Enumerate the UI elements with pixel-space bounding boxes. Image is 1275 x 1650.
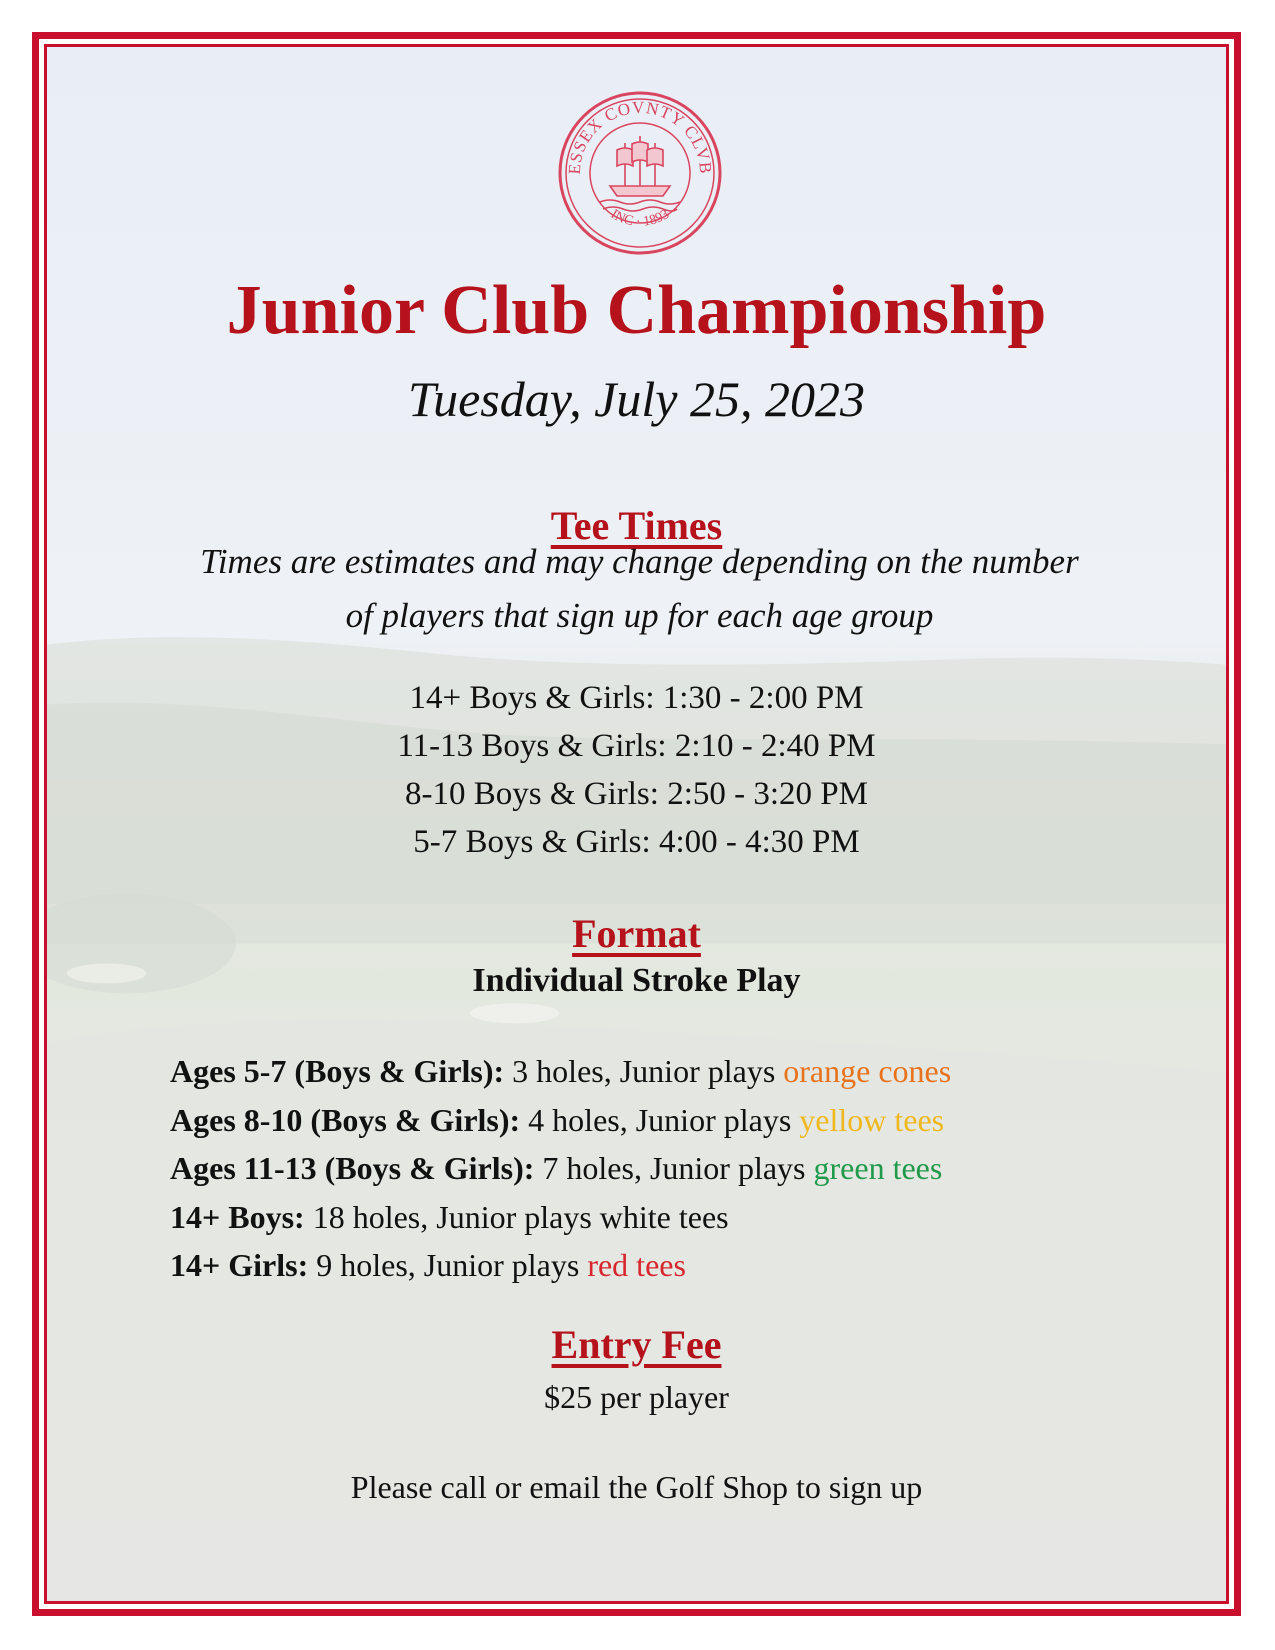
rule-text: 18 holes, Junior plays white tees — [304, 1198, 729, 1235]
tee-time-slot: 11-13 Boys & Girls: 2:10 - 2:40 PM — [397, 728, 876, 764]
event-date: Tuesday, July 25, 2023 — [408, 371, 865, 427]
rule-text: 9 holes, Junior plays — [308, 1247, 588, 1283]
tee-times-note-line-2: of players that sign up for each age group — [345, 596, 934, 635]
seal-bottom-text: INC · 1893 — [607, 206, 673, 230]
ship-icon — [600, 136, 680, 211]
entry-fee-heading: Entry Fee — [551, 1322, 722, 1367]
rule-label: 14+ Girls: — [170, 1247, 309, 1283]
rule-text: 7 holes, Junior plays — [534, 1150, 814, 1186]
tee-time-slot: 14+ Boys & Girls: 1:30 - 2:00 PM — [409, 680, 864, 716]
rule-label: Ages 8-10 (Boys & Girls): — [170, 1101, 521, 1138]
format-rule — [170, 1241, 1170, 1290]
flyer-content — [47, 47, 1226, 1601]
flyer-panel — [44, 44, 1229, 1604]
format-rule — [170, 1193, 1170, 1242]
tee-times-note — [87, 535, 1192, 643]
rule-tee: yellow tees — [799, 1101, 945, 1138]
format-rule — [170, 1144, 1170, 1193]
tee-times-note-line-1: Times are estimates and may change depending on the number — [200, 542, 1079, 581]
format-rule — [170, 1047, 1170, 1096]
rule-label: Ages 5-7 (Boys & Girls): — [170, 1053, 505, 1089]
page-title: Junior Club Championship — [226, 272, 1047, 349]
rule-text: 4 holes, Junior plays — [520, 1101, 800, 1138]
rule-tee: green tees — [813, 1150, 943, 1186]
rule-text: 3 holes, Junior plays — [504, 1053, 784, 1089]
rule-label: Ages 11-13 (Boys & Girls): — [170, 1150, 535, 1186]
sign-up-note: Please call or email the Golf Shop to sign up — [350, 1469, 923, 1505]
rule-tee: orange cones — [783, 1053, 952, 1089]
tee-time-slot: 5-7 Boys & Girls: 4:00 - 4:30 PM — [413, 824, 860, 860]
entry-fee-amount: $25 per player — [544, 1379, 729, 1415]
format-subheading: Individual Stroke Play — [472, 962, 801, 999]
format-heading: Format — [572, 911, 701, 956]
club-seal-logo — [555, 88, 725, 258]
rule-label: 14+ Boys: — [170, 1198, 305, 1235]
tee-time-slot: 8-10 Boys & Girls: 2:50 - 3:20 PM — [405, 776, 868, 812]
tee-times-list — [47, 674, 1226, 866]
tee-times-heading: Tee Times — [550, 503, 723, 548]
format-rule — [170, 1096, 1170, 1145]
format-rules-list — [170, 1047, 1170, 1290]
rule-tee: red tees — [587, 1247, 686, 1283]
seal-top-text: ESSEX COVNTY CLVB — [564, 97, 716, 176]
